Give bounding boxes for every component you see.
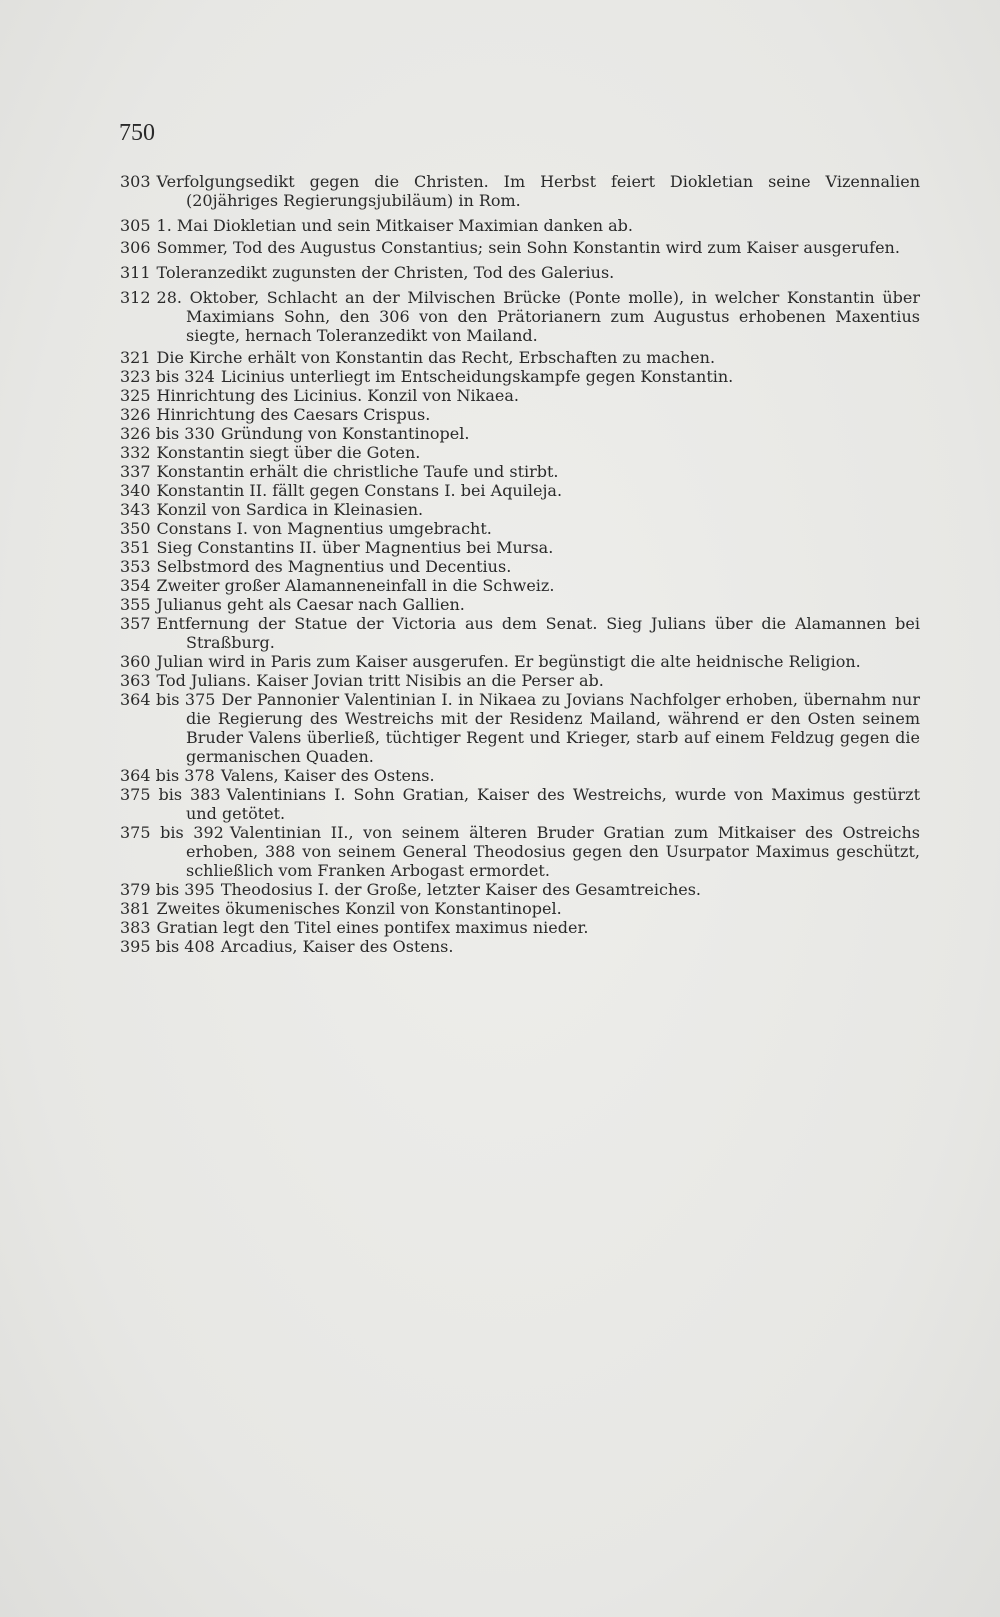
entry-year: 311	[120, 263, 151, 282]
entry-year: 321	[120, 348, 151, 367]
chronology-entry	[120, 652, 920, 671]
entry-year: 395 bis 408	[120, 937, 215, 956]
chronology-entry	[120, 500, 920, 519]
chronology-entry	[120, 288, 920, 345]
chronology-entry	[120, 172, 920, 210]
entry-year: 325	[120, 386, 151, 405]
entry-year: 306	[120, 238, 151, 257]
entry-year: 364 bis 378	[120, 766, 215, 785]
chronology-entry	[120, 576, 920, 595]
entry-text: Konstantin II. fällt gegen Constans I. bei Aquileja.	[156, 481, 563, 500]
chronology-entry	[120, 367, 920, 386]
entry-year: 326 bis 330	[120, 424, 215, 443]
chronology-entry	[120, 238, 920, 257]
chronology-entry	[120, 519, 920, 538]
entry-text: Entfernung der Statue der Victoria aus dem Senat. Sieg Julians über die Alamannen bei Straßburg.	[156, 614, 920, 652]
chronology-entry	[120, 462, 920, 481]
entry-text: Der Pannonier Valentinian I. in Nikaea zu Jovians Nachfolger erhoben, übernahm nur die Regierung des Westreichs mit der Residenz Mailand, während er den Osten seinem Bruder Valens überließ, tüchtiger Regent und Krieger, starb auf einem Feldzug gegen die germanischen Quaden.	[186, 690, 920, 766]
entry-text: Sommer, Tod des Augustus Constantius; sein Sohn Konstantin wird zum Kaiser ausgerufen.	[156, 238, 900, 257]
entry-text: Sieg Constantins II. über Magnentius bei Mursa.	[156, 538, 554, 557]
entry-year: 353	[120, 557, 151, 576]
entry-year: 364 bis 375	[120, 690, 216, 709]
entry-year: 357	[120, 614, 151, 633]
chronology-entry	[120, 785, 920, 823]
chronology-entry	[120, 880, 920, 899]
chronology-entry	[120, 557, 920, 576]
chronology-entry	[120, 538, 920, 557]
chronology-entry	[120, 823, 920, 880]
chronology-entry	[120, 614, 920, 652]
entry-year: 340	[120, 481, 151, 500]
entry-year: 323 bis 324	[120, 367, 215, 386]
entry-text: Gratian legt den Titel eines pontifex maximus nieder.	[156, 918, 589, 937]
entry-year: 326	[120, 405, 151, 424]
entry-text: Theodosius I. der Große, letzter Kaiser des Gesamtreiches.	[220, 880, 702, 899]
chronology-entry	[120, 443, 920, 462]
entry-text: Hinrichtung des Caesars Crispus.	[156, 405, 431, 424]
entry-year: 332	[120, 443, 151, 462]
entry-text: Konstantin erhält die christliche Taufe und stirbt.	[156, 462, 559, 481]
entry-text: Licinius unterliegt im Entscheidungskampfe gegen Konstantin.	[220, 367, 734, 386]
entry-year: 360	[120, 652, 151, 671]
entry-year: 351	[120, 538, 151, 557]
chronology-entry	[120, 405, 920, 424]
chronology-entry	[120, 899, 920, 918]
chronology-entry	[120, 386, 920, 405]
entry-text: Tod Julians. Kaiser Jovian tritt Nisibis an die Perser ab.	[156, 671, 604, 690]
entry-year: 381	[120, 899, 151, 918]
entry-year: 355	[120, 595, 151, 614]
entry-year: 312	[120, 288, 151, 307]
chronology-entry	[120, 937, 920, 956]
entry-year: 379 bis 395	[120, 880, 215, 899]
entry-year: 303	[120, 172, 151, 191]
chronology-entry	[120, 424, 920, 443]
entry-year: 375 bis 392	[120, 823, 224, 842]
entry-text: Gründung von Konstantinopel.	[220, 424, 470, 443]
chronology-entry	[120, 671, 920, 690]
entry-text: Konstantin siegt über die Goten.	[156, 443, 421, 462]
entry-text: Toleranzedikt zugunsten der Christen, Tod des Galerius.	[156, 263, 615, 282]
entry-year: 343	[120, 500, 151, 519]
entry-text: Julianus geht als Caesar nach Gallien.	[156, 595, 465, 614]
entry-text: Verfolgungsedikt gegen die Christen. Im Herbst feiert Diokletian seine Vizennalien (20jähriges Regierungsjubiläum) in Rom.	[156, 172, 920, 210]
entry-text: Zweiter großer Alamanneneinfall in die Schweiz.	[156, 576, 555, 595]
chronology-entry	[120, 690, 920, 766]
entry-year: 354	[120, 576, 151, 595]
entry-text: Valens, Kaiser des Ostens.	[220, 766, 435, 785]
chronology-entry	[120, 263, 920, 282]
chronology-entry	[120, 216, 920, 235]
entry-text: Konzil von Sardica in Kleinasien.	[156, 500, 424, 519]
entry-year: 383	[120, 918, 151, 937]
entry-text: Arcadius, Kaiser des Ostens.	[220, 937, 454, 956]
chronology-entry	[120, 918, 920, 937]
entry-text: Constans I. von Magnentius umgebracht.	[156, 519, 492, 538]
chronology-entry	[120, 348, 920, 367]
chronology-entry	[120, 766, 920, 785]
entry-text: 28. Oktober, Schlacht an der Milvischen Brücke (Ponte molle), in welcher Konstantin über Maximians Sohn, den 306 von den Prätorianern zum Augustus erhobenen Maxentius siegte, hernach Toleranzedikt von Mailand.	[156, 288, 920, 345]
entry-text: Valentinians I. Sohn Gratian, Kaiser des Westreichs, wurde von Maximus gestürzt und getötet.	[186, 785, 921, 823]
entry-text: Zweites ökumenisches Konzil von Konstantinopel.	[156, 899, 562, 918]
entry-text: 1. Mai Diokletian und sein Mitkaiser Maximian danken ab.	[156, 216, 633, 235]
chronology-entry	[120, 481, 920, 500]
entry-text: Julian wird in Paris zum Kaiser ausgerufen. Er begünstigt die alte heidnische Religion.	[156, 652, 861, 671]
entry-text: Valentinian II., von seinem älteren Bruder Gratian zum Mitkaiser des Ostreichs erhoben, 388 von seinem General Theodosius gegen den Usurpator Maximus geschützt, schließlich vom Franken Arbogast ermordet.	[186, 823, 920, 880]
entry-text: Hinrichtung des Licinius. Konzil von Nikaea.	[156, 386, 519, 405]
entry-year: 305	[120, 216, 151, 235]
chronology-entry	[120, 595, 920, 614]
entry-text: Selbstmord des Magnentius und Decentius.	[156, 557, 512, 576]
entry-year: 350	[120, 519, 151, 538]
entry-year: 337	[120, 462, 151, 481]
entry-year: 375 bis 383	[120, 785, 221, 804]
chronology-list	[120, 172, 920, 956]
entry-text: Die Kirche erhält von Konstantin das Recht, Erbschaften zu machen.	[156, 348, 716, 367]
page-number: 750	[119, 120, 155, 146]
entry-year: 363	[120, 671, 151, 690]
